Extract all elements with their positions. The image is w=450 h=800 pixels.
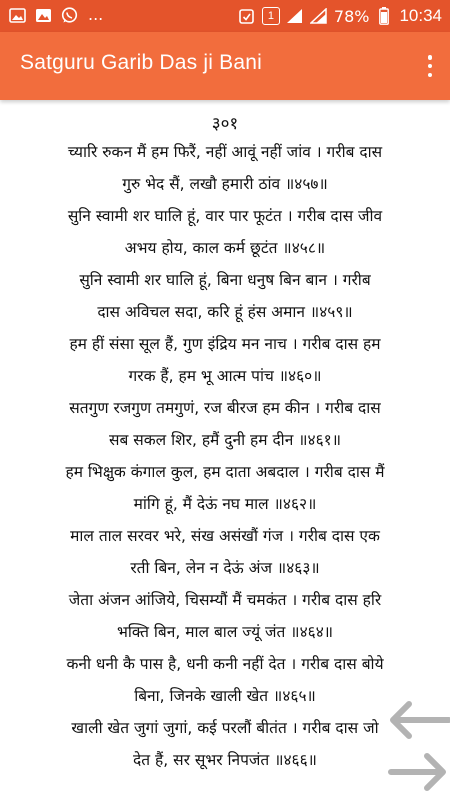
- verse-line: देत हैं, सर सूभर निपजंत ॥४६६॥: [133, 751, 317, 769]
- battery-icon: [375, 7, 393, 25]
- battery-percent: 78%: [333, 6, 370, 26]
- verse-457: [0, 136, 450, 200]
- bani-content: [0, 112, 450, 776]
- verse-line: माल ताल सरवर भरे, संख असंखौं गंज । गरीब दास एक: [70, 527, 380, 545]
- verse-line: मांगि हूं, मैं देऊं नघ माल ॥४६२॥: [133, 495, 317, 513]
- notification-overflow: ...: [88, 5, 104, 24]
- verse-458: [0, 200, 450, 264]
- status-bar: [0, 0, 450, 32]
- image-icon: [34, 6, 52, 24]
- verse-line: जेता अंजन आंजिये, चिसम्यौं मैं चमकंत । गरीब दास हरि: [68, 591, 382, 609]
- app-bar: [0, 32, 450, 100]
- wifi-icon: [310, 7, 328, 25]
- signal-icon: [286, 7, 304, 25]
- verse-line: बिना, जिनके खाली खेत ॥४६५॥: [134, 687, 316, 705]
- app-title: Satguru Garib Das ji Bani: [20, 51, 262, 74]
- verse-line: हम भिक्षुक कंगाल कुल, हम दाता अबदाल । गरीब दास मैं: [65, 463, 385, 481]
- verse-line: दास अविचल सदा, करि हूं हंस अमान ॥४५९॥: [97, 303, 353, 321]
- verse-line: सतगुण रजगुण तमगुणं, रज बीरज हम कीन । गरीब दास: [69, 399, 381, 417]
- clock: 10:34: [399, 6, 442, 25]
- verse-466: [0, 712, 450, 776]
- verse-459: [0, 264, 450, 328]
- verse-line: च्यारि रुकन मैं हम फिरैं, नहीं आवूं नहीं जांव । गरीब दास: [67, 143, 383, 161]
- previous-page-arrow-icon[interactable]: [385, 698, 450, 742]
- verse-line: सुनि स्वामी शर घालि हूं, बिना धनुष बिन बान । गरीब: [79, 271, 371, 289]
- verse-line: गरक हैं, हम भू आत्म पांच ॥४६०॥: [128, 367, 322, 385]
- alarm-icon: [238, 7, 256, 25]
- verse-line: सब सकल शिर, हमैं दुनी हम दीन ॥४६१॥: [109, 431, 341, 449]
- verse-463: [0, 520, 450, 584]
- verse-464: [0, 584, 450, 648]
- verse-line: गुरु भेद सैं, लखौ हमारी ठांव ॥४५७॥: [122, 175, 328, 193]
- verse-465: [0, 648, 450, 712]
- verse-line: अभय होय, काल कर्म छूटंत ॥४५८॥: [124, 239, 326, 257]
- overflow-menu-icon[interactable]: [424, 52, 436, 80]
- sim-badge: 1: [262, 7, 280, 25]
- verse-462: [0, 456, 450, 520]
- verse-line: कनी धनी कै पास है, धनी कनी नहीं देत । गरीब दास बोये: [66, 655, 384, 673]
- whatsapp-icon: [60, 6, 78, 24]
- next-page-arrow-icon[interactable]: [385, 750, 450, 794]
- photo-icon: [8, 6, 26, 24]
- page-number: ३०१: [211, 114, 239, 134]
- verse-461: [0, 392, 450, 456]
- verse-line: भक्ति बिन, माल बाल ज्यूं जंत ॥४६४॥: [116, 623, 334, 641]
- verse-line: खाली खेत जुगां जुगां, कई परलौं बीतंत । गरीब दास जो: [71, 719, 379, 737]
- verse-line: सुनि स्वामी शर घालि हूं, वार पार फूटंत । गरीब दास जीव: [67, 207, 383, 225]
- verse-line: हम हीं संसा सूल हैं, गुण इंद्रिय मन नाच । गरीब दास हम: [69, 335, 381, 353]
- verse-460: [0, 328, 450, 392]
- verse-line: रती बिन, लेन न देऊं अंज ॥४६३॥: [130, 559, 320, 577]
